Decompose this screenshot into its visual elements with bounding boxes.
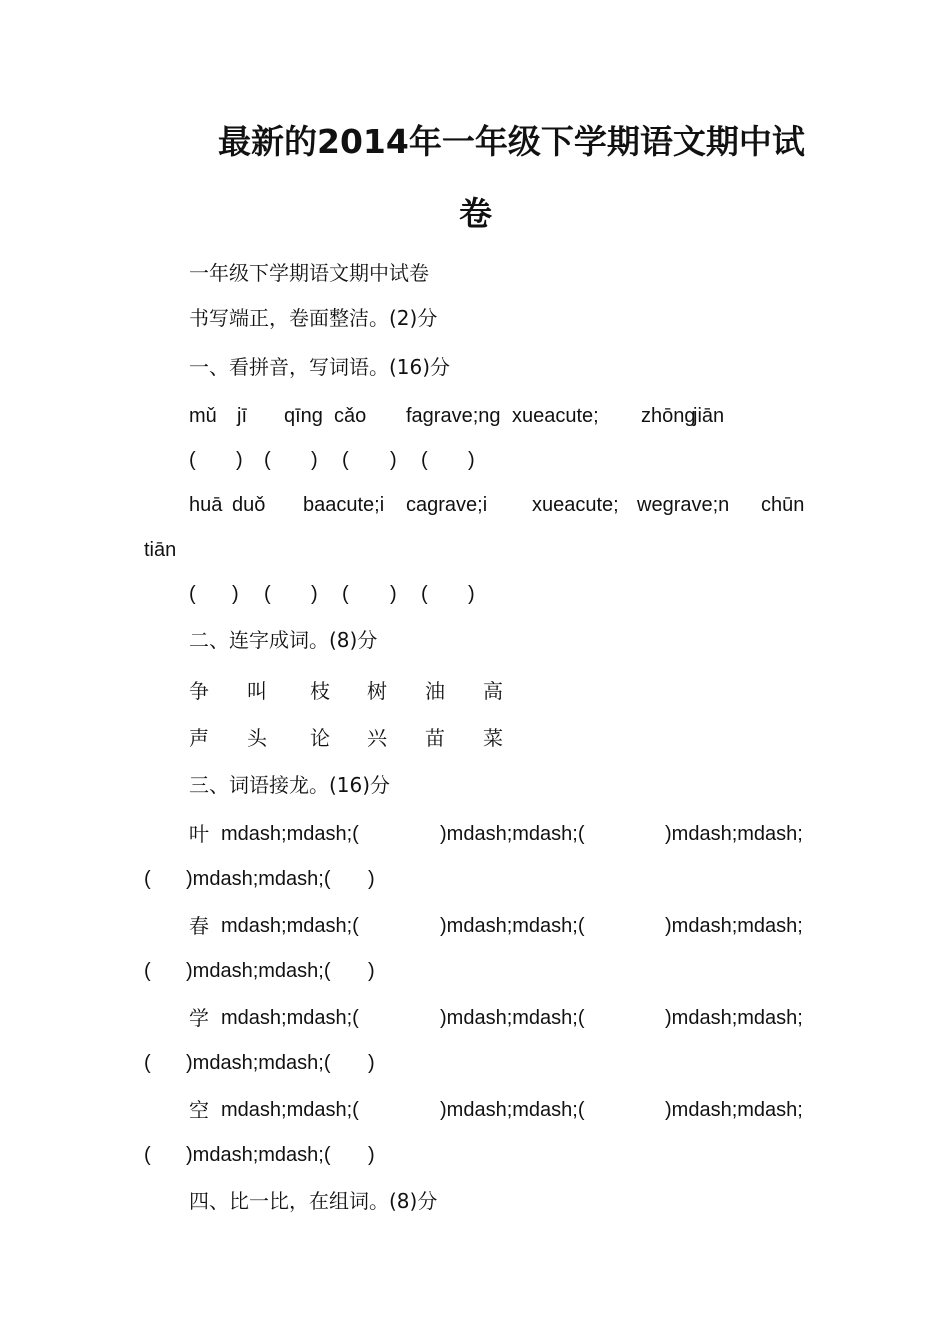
- section-3-heading: 三、词语接龙。(16)分: [189, 773, 391, 797]
- char-cell: 菜: [483, 726, 503, 750]
- char-cell: 苗: [425, 726, 445, 750]
- char-cell: 兴: [367, 726, 387, 750]
- pinyin-syllable: baacute;i: [303, 494, 385, 516]
- pinyin-syllable: huā: [189, 494, 223, 516]
- chain-blank-close: ): [368, 868, 375, 890]
- pinyin-syllable: mǔ: [189, 405, 217, 427]
- chain-blank-close: ): [368, 1144, 375, 1166]
- chain-segment: )mdash;mdash;(: [186, 868, 331, 890]
- blank-open: (: [264, 583, 271, 605]
- chain-segment: mdash;mdash;(: [221, 823, 359, 845]
- pinyin-syllable: duǒ: [232, 494, 266, 516]
- chain-start-char: 春: [189, 914, 209, 938]
- pinyin-syllable: xueacute;: [532, 494, 619, 516]
- chain-segment: mdash;mdash;(: [221, 1007, 359, 1029]
- chain-segment: mdash;mdash;(: [221, 915, 359, 937]
- pinyin-syllable-wrap: tiān: [144, 539, 177, 561]
- chain-segment: )mdash;mdash;(: [186, 960, 331, 982]
- blank-open: (: [421, 583, 428, 605]
- blank-open: (: [189, 583, 196, 605]
- pinyin-syllable: zhōng: [641, 405, 696, 427]
- pinyin-syllable: cǎo: [334, 405, 367, 427]
- page-title-line-2: 卷: [459, 194, 492, 233]
- chain-segment: )mdash;mdash;(: [440, 1007, 585, 1029]
- char-cell: 高: [483, 679, 503, 703]
- chain-segment: )mdash;mdash;(: [186, 1144, 331, 1166]
- pinyin-syllable: jī: [237, 405, 247, 427]
- pinyin-syllable: xueacute;: [512, 405, 599, 427]
- section-1-heading: 一、看拼音，写词语。(16)分: [189, 355, 451, 379]
- chain-segment: )mdash;mdash;: [665, 823, 803, 845]
- blank-close: ): [468, 449, 475, 471]
- chain-segment: )mdash;mdash;(: [440, 1099, 585, 1121]
- blank-close: ): [236, 449, 243, 471]
- chain-segment: )mdash;mdash;: [665, 1099, 803, 1121]
- blank-open: (: [342, 449, 349, 471]
- exam-subtitle: 一年级下学期语文期中试卷: [189, 261, 429, 285]
- char-cell: 叫: [247, 679, 267, 703]
- chain-segment: mdash;mdash;(: [221, 1099, 359, 1121]
- blank-open: (: [189, 449, 196, 471]
- char-cell: 枝: [310, 679, 330, 703]
- pinyin-syllable: cagrave;i: [406, 494, 488, 516]
- blank-close: ): [311, 583, 318, 605]
- chain-blank-open: (: [144, 1144, 151, 1166]
- page-title-line-1: 最新的2014年一年级下学期语文期中试: [218, 122, 805, 161]
- section-4-heading: 四、比一比，在组词。(8)分: [189, 1189, 438, 1213]
- section-2-heading: 二、连字成词。(8)分: [189, 628, 378, 652]
- char-cell: 声: [189, 726, 209, 750]
- chain-blank-open: (: [144, 1052, 151, 1074]
- char-cell: 论: [310, 726, 330, 750]
- chain-segment: )mdash;mdash;: [665, 915, 803, 937]
- char-cell: 油: [425, 679, 445, 703]
- blank-close: ): [311, 449, 318, 471]
- chain-segment: )mdash;mdash;: [665, 1007, 803, 1029]
- blank-close: ): [390, 449, 397, 471]
- handwriting-note: 书写端正，卷面整洁。(2)分: [189, 306, 438, 330]
- blank-close: ): [232, 583, 239, 605]
- char-cell: 树: [367, 679, 387, 703]
- blank-open: (: [264, 449, 271, 471]
- chain-start-char: 叶: [189, 822, 209, 846]
- pinyin-syllable: jiān: [693, 405, 725, 427]
- chain-blank-close: ): [368, 960, 375, 982]
- blank-close: ): [390, 583, 397, 605]
- blank-open: (: [342, 583, 349, 605]
- blank-open: (: [421, 449, 428, 471]
- chain-start-char: 空: [189, 1098, 209, 1122]
- chain-blank-open: (: [144, 868, 151, 890]
- pinyin-syllable: qīng: [284, 405, 323, 427]
- chain-segment: )mdash;mdash;(: [440, 823, 585, 845]
- chain-blank-open: (: [144, 960, 151, 982]
- char-cell: 争: [189, 679, 209, 703]
- chain-start-char: 学: [189, 1006, 209, 1030]
- pinyin-syllable: chūn: [761, 494, 805, 516]
- chain-blank-close: ): [368, 1052, 375, 1074]
- chain-segment: )mdash;mdash;(: [186, 1052, 331, 1074]
- pinyin-syllable: wegrave;n: [637, 494, 730, 516]
- char-cell: 头: [247, 726, 267, 750]
- pinyin-syllable: fagrave;ng: [406, 405, 501, 427]
- blank-close: ): [468, 583, 475, 605]
- chain-segment: )mdash;mdash;(: [440, 915, 585, 937]
